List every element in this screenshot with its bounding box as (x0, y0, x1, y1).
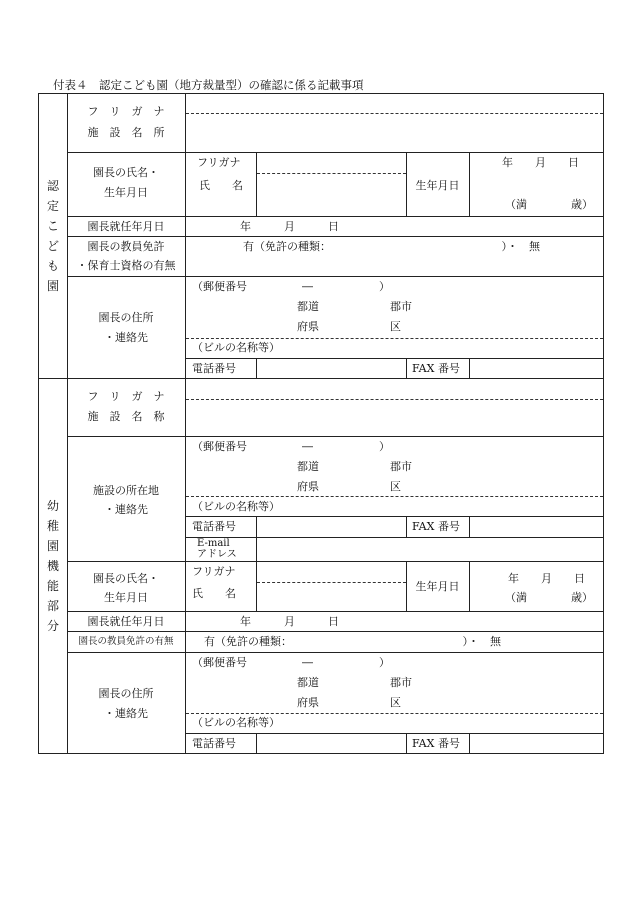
furigana-label: フ リ ガ ナ (87, 390, 165, 403)
furigana-small-label: フリガナ (197, 156, 241, 169)
todofu-top: 都道 (297, 676, 319, 689)
postal-code-field: （郵便番号 ― ） (192, 440, 390, 453)
director-name-label: 園長の氏名・ (93, 572, 159, 585)
address-label-2: ・連絡先 (104, 707, 148, 720)
furigana-small-label: フリガナ (192, 565, 236, 578)
furigana-label: フ リ ガ ナ (87, 105, 165, 118)
todofu-bottom: 府県 (297, 480, 319, 493)
gunshi-top: 郡市 (390, 676, 412, 689)
age-field: （満 歳） (505, 198, 593, 211)
gunshi-bottom: 区 (390, 696, 401, 709)
building-name-field: （ビルの名称等） (192, 500, 280, 513)
todofu-top: 都道 (297, 460, 319, 473)
building-name-field: （ビルの名称等） (192, 716, 280, 729)
page-title: 付表４ 認定こども園（地方裁量型）の確認に係る記載事項 (53, 78, 364, 92)
fax-label: FAX 番号 (412, 520, 460, 533)
todofu-bottom: 府県 (297, 320, 319, 333)
facility-name-label: 施 設 名 称 (87, 410, 165, 423)
postal-code-field: （郵便番号 ― ） (192, 656, 390, 669)
postal-code-field: （郵便番号 ― ） (192, 280, 390, 293)
location-label-1: 施設の所在地 (93, 484, 159, 497)
fax-label: FAX 番号 (412, 737, 460, 750)
license-label-2: ・保育士資格の有無 (76, 259, 176, 272)
gunshi-top: 郡市 (390, 460, 412, 473)
location-label-2: ・連絡先 (104, 503, 148, 516)
email-label-2: アドレス (197, 549, 237, 560)
phone-label: 電話番号 (192, 737, 236, 750)
facility-name-label: 施 設 名 所 (87, 126, 165, 139)
address-label-1: 園長の住所 (98, 687, 154, 700)
phone-label: 電話番号 (192, 520, 236, 533)
license-label: 園長の教員免許の有無 (78, 636, 174, 647)
address-label-2: ・連絡先 (104, 331, 148, 344)
license-value: 有（免許の種類： ）・ 無 (243, 240, 540, 253)
appointment-ymd: 年 月 日 (240, 220, 339, 233)
appointment-date-label: 園長就任年月日 (87, 220, 165, 233)
shimei-label: 氏 名 (192, 587, 236, 600)
director-birth-label: 生年月日 (104, 591, 148, 604)
gunshi-bottom: 区 (390, 320, 401, 333)
section-label-youchien: 幼 稚 園 機 能 部 分 (46, 499, 59, 633)
shimei-label: 氏 名 (199, 179, 243, 192)
director-birth-label: 生年月日 (104, 186, 148, 199)
email-label-1: E-mail (197, 538, 230, 549)
section-label-nintei: 認 定 こ ど も 園 (46, 179, 59, 293)
address-label-1: 園長の住所 (98, 311, 154, 324)
gunshi-top: 郡市 (390, 300, 412, 313)
fax-label: FAX 番号 (412, 362, 460, 375)
birth-ymd: 年 月 日 (502, 156, 579, 169)
birth-date-label: 生年月日 (415, 580, 460, 593)
todofu-bottom: 府県 (297, 696, 319, 709)
birth-date-label: 生年月日 (415, 179, 460, 192)
appointment-date-label: 園長就任年月日 (87, 615, 165, 628)
age-field: （満 歳） (505, 591, 593, 604)
gunshi-bottom: 区 (390, 480, 401, 493)
appointment-ymd: 年 月 日 (240, 615, 339, 628)
building-name-field: （ビルの名称等） (192, 341, 280, 354)
phone-label: 電話番号 (192, 362, 236, 375)
birth-ymd: 年 月 日 (508, 572, 585, 585)
todofu-top: 都道 (297, 300, 319, 313)
license-value: 有（免許の種類： ）・ 無 (204, 635, 501, 648)
license-label-1: 園長の教員免許 (87, 240, 165, 253)
director-name-label: 園長の氏名・ (93, 166, 159, 179)
